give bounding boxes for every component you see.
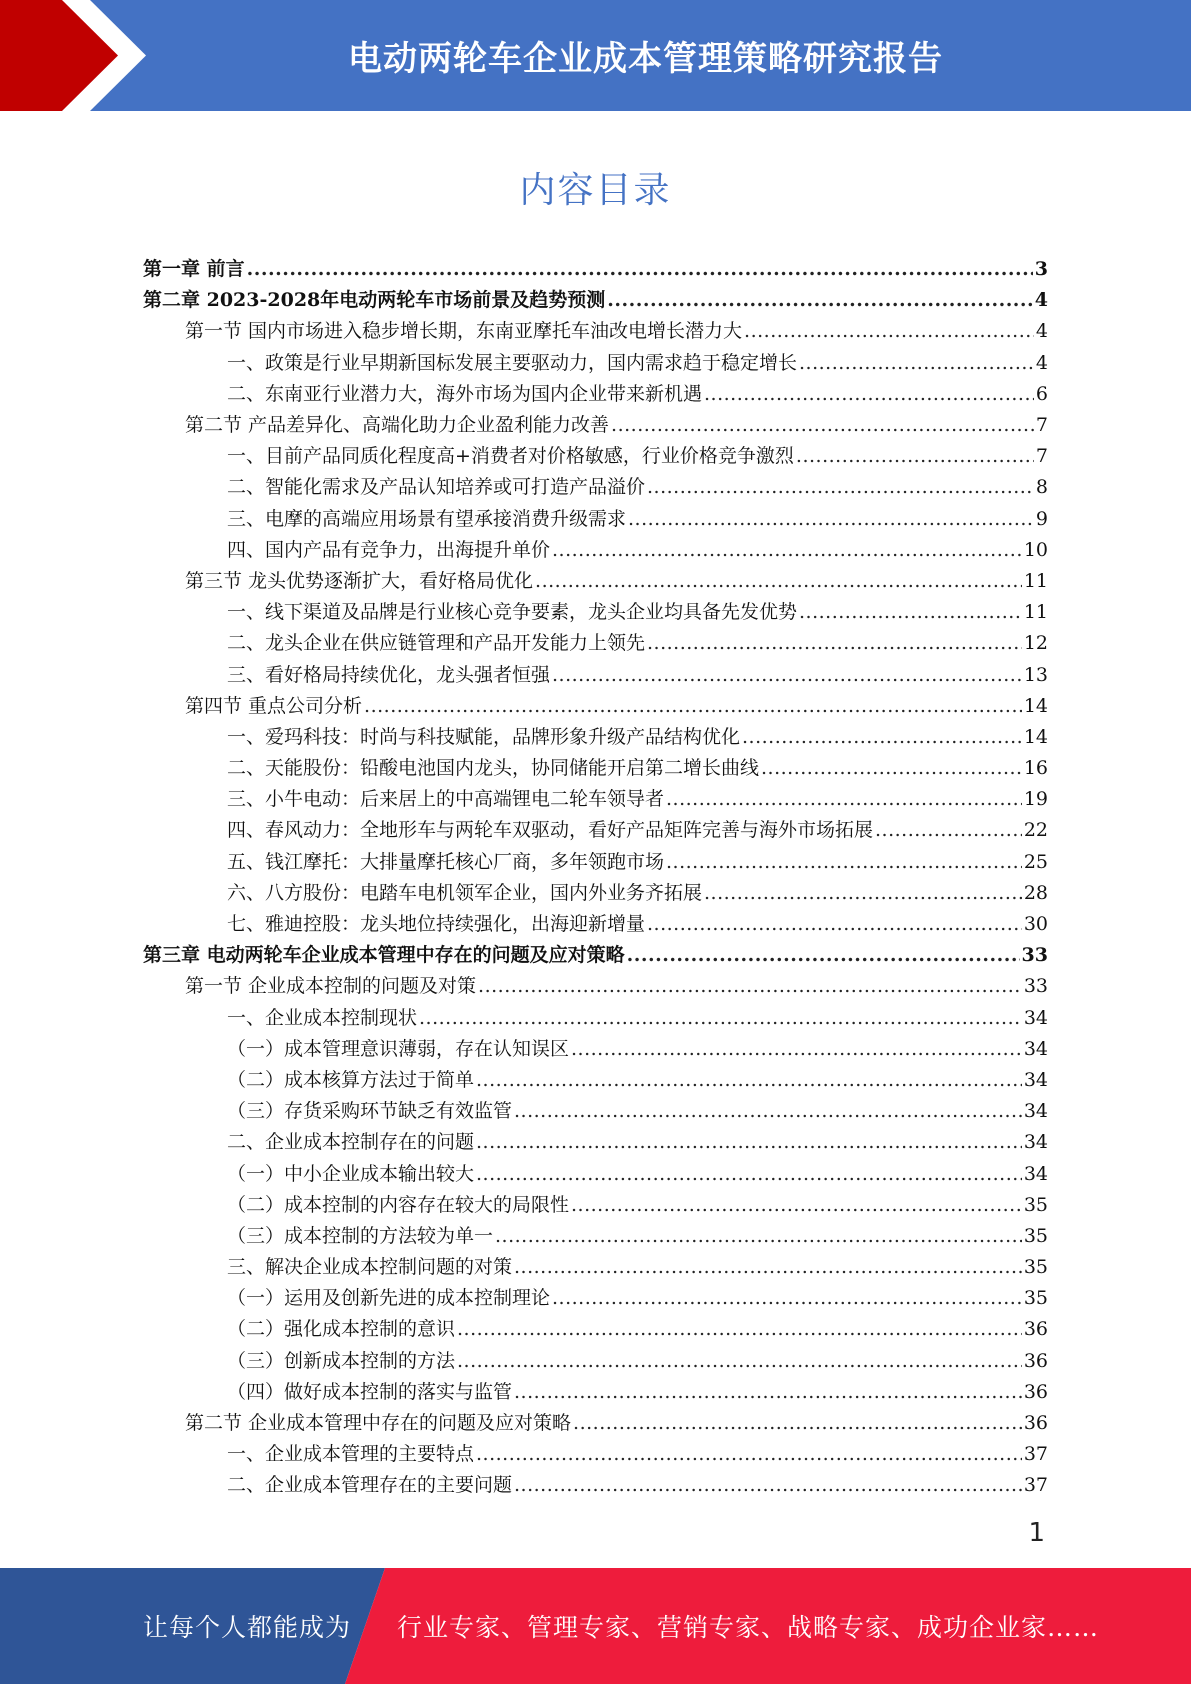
toc-entry-title: 第二节 产品差异化、高端化助力企业盈利能力改善 [185,414,610,437]
dot-leader [796,441,1034,472]
toc-entry-page: 37 [1023,1474,1048,1497]
toc-entry[interactable] [143,1003,1048,1034]
dot-leader [552,660,1022,691]
dot-leader [552,535,1022,566]
toc-entry-page: 4 [1035,320,1048,343]
toc-entry-title: （二）强化成本控制的意识 [227,1318,456,1341]
toc-entry-page: 36 [1023,1412,1048,1435]
toc-entry[interactable] [143,535,1048,566]
toc-entry[interactable] [143,1034,1048,1065]
toc-entry-page: 36 [1023,1318,1048,1341]
toc-entry-page: 22 [1023,819,1048,842]
toc-entry-page: 35 [1023,1256,1048,1279]
dot-leader [514,1096,1022,1127]
dot-leader [607,285,1033,316]
chevron-arrow-icon [0,0,160,111]
toc-entry-title: 一、目前产品同质化程度高+消费者对价格敏感，行业价格竞争激烈 [227,445,794,468]
toc-entry[interactable] [143,1252,1048,1283]
dot-leader [666,784,1022,815]
toc-entry-page: 7 [1035,445,1048,468]
toc-entry-title: 三、电摩的高端应用场景有望承接消费升级需求 [227,507,627,530]
dot-leader [628,504,1034,535]
toc-entry-title: 二、智能化需求及产品认知培养或可打造产品溢价 [227,476,646,499]
toc-entry-page: 34 [1023,1162,1048,1185]
toc-entry[interactable] [143,659,1048,690]
toc-entry-title: （一）中小企业成本输出较大 [227,1162,475,1185]
dot-leader [535,566,1022,597]
toc-entry[interactable] [143,1377,1048,1408]
toc-entry-title: 二、企业成本管理存在的主要问题 [227,1474,513,1497]
dot-leader [799,597,1022,628]
toc-entry-page: 34 [1023,1006,1048,1029]
dot-leader [611,410,1034,441]
toc-entry[interactable] [143,1127,1048,1158]
toc-entry-title: 第二章 2023-2028年电动两轮车市场前景及趋势预测 [143,289,606,312]
dot-leader [742,722,1022,753]
footer-slogan-right: 行业专家、管理专家、营销专家、战略专家、成功企业家…… [397,1613,1100,1642]
toc-entry[interactable] [143,1470,1048,1501]
dot-leader [571,1034,1022,1065]
toc-entry-page: 28 [1023,881,1048,904]
toc-entry[interactable] [143,784,1048,815]
dot-leader [647,909,1022,940]
toc-entry[interactable] [143,597,1048,628]
toc-entry-title: （四）做好成本控制的落实与监管 [227,1380,513,1403]
toc-entry-page: 4 [1035,351,1048,374]
toc-entry[interactable] [143,410,1048,441]
toc-entry[interactable] [143,971,1048,1002]
toc-entry-page: 34 [1023,1100,1048,1123]
toc-entry[interactable] [143,316,1048,347]
toc-entry-title: 三、小牛电动：后来居上的中高端锂电二轮车领导者 [227,788,665,811]
toc-entry-title: 二、东南亚行业潜力大，海外市场为国内企业带来新机遇 [227,382,703,405]
toc-entry[interactable] [143,1065,1048,1096]
toc-entry-page: 12 [1023,632,1048,655]
toc-entry[interactable] [143,1190,1048,1221]
dot-leader [476,1439,1022,1470]
toc-entry[interactable] [143,909,1048,940]
toc-entry[interactable] [143,1439,1048,1470]
toc-entry[interactable] [143,628,1048,659]
dot-leader [704,379,1034,410]
toc-entry-title: 第一节 企业成本控制的问题及对策 [185,975,477,998]
report-title: 电动两轮车企业成本管理策略研究报告 [348,39,943,79]
toc-entry[interactable] [143,285,1048,316]
toc-entry-title: 第二节 企业成本管理中存在的问题及应对策略 [185,1412,572,1435]
dot-leader [573,1408,1022,1439]
toc-entry-title: 五、钱江摩托：大排量摩托核心厂商，多年领跑市场 [227,850,665,873]
toc-entry-title: 二、天能股份：铅酸电池国内龙头，协同储能开启第二增长曲线 [227,757,760,780]
toc-entry[interactable] [143,940,1048,971]
toc-entry-title: （二）成本核算方法过于简单 [227,1068,475,1091]
toc-entry-page: 14 [1023,694,1048,717]
toc-entry-title: 第三节 龙头优势逐渐扩大，看好格局优化 [185,569,534,592]
toc-entry[interactable] [143,1221,1048,1252]
footer-band [0,1568,1191,1684]
table-of-contents [143,254,1048,1502]
dot-leader [476,1159,1022,1190]
toc-entry[interactable] [143,1158,1048,1189]
toc-entry[interactable] [143,847,1048,878]
toc-entry-page: 33 [1023,975,1048,998]
dot-leader [666,847,1022,878]
toc-entry[interactable] [143,441,1048,472]
toc-entry-page: 34 [1023,1068,1048,1091]
toc-entry[interactable] [143,472,1048,503]
toc-entry[interactable] [143,379,1048,410]
toc-entry[interactable] [143,1096,1048,1127]
dot-leader [419,1003,1022,1034]
toc-entry-page: 36 [1023,1349,1048,1372]
toc-entry-title: 二、龙头企业在供应链管理和产品开发能力上领先 [227,632,646,655]
dot-leader [627,940,1020,971]
toc-entry-page: 19 [1023,788,1048,811]
toc-entry-page: 34 [1023,1131,1048,1154]
toc-entry-title: 一、政策是行业早期新国标发展主要驱动力，国内需求趋于稳定增长 [227,351,798,374]
toc-entry-page: 6 [1035,382,1048,405]
toc-entry-page: 25 [1023,850,1048,873]
toc-entry[interactable] [143,815,1048,846]
page-number: 1 [1028,1518,1045,1548]
dot-leader [247,254,1033,285]
toc-entry-page: 9 [1035,507,1048,530]
dot-leader [476,1065,1022,1096]
toc-entry[interactable] [143,566,1048,597]
dot-leader [799,348,1034,379]
toc-entry-title: 三、看好格局持续优化，龙头强者恒强 [227,663,551,686]
toc-entry[interactable] [143,722,1048,753]
toc-entry-title: 七、雅迪控股：龙头地位持续强化，出海迎新增量 [227,913,646,936]
dot-leader [875,815,1022,846]
toc-entry[interactable] [143,878,1048,909]
toc-heading: 内容目录 [519,170,672,211]
toc-entry-page: 35 [1023,1224,1048,1247]
dot-leader [476,1127,1022,1158]
toc-entry[interactable] [143,1283,1048,1314]
toc-entry-page: 8 [1035,476,1048,499]
toc-entry-title: 第四节 重点公司分析 [185,694,363,717]
toc-entry-title: 一、企业成本控制现状 [227,1006,418,1029]
dot-leader [647,472,1034,503]
dot-leader [364,691,1022,722]
toc-entry[interactable] [143,254,1048,285]
dot-leader [495,1221,1022,1252]
toc-entry-page: 34 [1023,1037,1048,1060]
toc-entry-page: 33 [1021,944,1048,967]
toc-entry-title: （三）创新成本控制的方法 [227,1349,456,1372]
header-band [0,0,1191,111]
toc-entry-page: 16 [1023,757,1048,780]
toc-entry-title: （三）存货采购环节缺乏有效监管 [227,1100,513,1123]
footer-slogan-left: 让每个人都能成为 [143,1613,352,1642]
toc-entry[interactable] [143,753,1048,784]
toc-entry-title: （二）成本控制的内容存在较大的局限性 [227,1193,570,1216]
dot-leader [744,316,1034,347]
toc-entry-page: 10 [1023,538,1048,561]
toc-entry-title: 第一节 国内市场进入稳步增长期，东南亚摩托车油改电增长潜力大 [185,320,743,343]
toc-entry[interactable] [143,504,1048,535]
dot-leader [514,1470,1022,1501]
toc-entry-title: 六、八方股份：电踏车电机领军企业，国内外业务齐拓展 [227,881,703,904]
toc-entry-title: 一、爱玛科技：时尚与科技赋能，品牌形象升级产品结构优化 [227,725,741,748]
toc-entry-title: 四、国内产品有竞争力，出海提升单价 [227,538,551,561]
toc-entry-title: 二、企业成本控制存在的问题 [227,1131,475,1154]
toc-entry-title: 三、解决企业成本控制问题的对策 [227,1256,513,1279]
toc-entry-title: 第三章 电动两轮车企业成本管理中存在的问题及应对策略 [143,944,625,967]
dot-leader [478,971,1022,1002]
toc-entry-title: （一）运用及创新先进的成本控制理论 [227,1287,551,1310]
dot-leader [457,1346,1022,1377]
dot-leader [761,753,1022,784]
toc-entry-title: （三）成本控制的方法较为单一 [227,1224,494,1247]
toc-entry-page: 30 [1023,913,1048,936]
toc-entry[interactable] [143,1346,1048,1377]
toc-entry-page: 11 [1023,569,1048,592]
toc-entry-page: 36 [1023,1380,1048,1403]
dot-leader [571,1190,1022,1221]
toc-entry-title: 四、春风动力：全地形车与两轮车双驱动，看好产品矩阵完善与海外市场拓展 [227,819,874,842]
toc-entry[interactable] [143,1314,1048,1345]
dot-leader [704,878,1022,909]
dot-leader [514,1252,1022,1283]
toc-entry-page: 14 [1023,725,1048,748]
dot-leader [647,628,1022,659]
dot-leader [457,1314,1022,1345]
toc-entry-title: 一、线下渠道及品牌是行业核心竞争要素，龙头企业均具备先发优势 [227,601,798,624]
toc-entry-page: 4 [1034,289,1048,312]
toc-entry-page: 13 [1023,663,1048,686]
toc-entry-title: 第一章 前言 [143,258,245,281]
toc-entry-title: （一）成本管理意识薄弱，存在认知误区 [227,1037,570,1060]
toc-entry-page: 7 [1035,414,1048,437]
toc-entry[interactable] [143,348,1048,379]
toc-entry[interactable] [143,691,1048,722]
dot-leader [514,1377,1022,1408]
toc-entry-page: 37 [1023,1443,1048,1466]
toc-entry-page: 35 [1023,1287,1048,1310]
toc-entry-page: 11 [1023,601,1048,624]
toc-entry-title: 一、企业成本管理的主要特点 [227,1443,475,1466]
toc-entry-page: 3 [1034,258,1048,281]
toc-entry[interactable] [143,1408,1048,1439]
toc-entry-page: 35 [1023,1193,1048,1216]
dot-leader [552,1283,1022,1314]
